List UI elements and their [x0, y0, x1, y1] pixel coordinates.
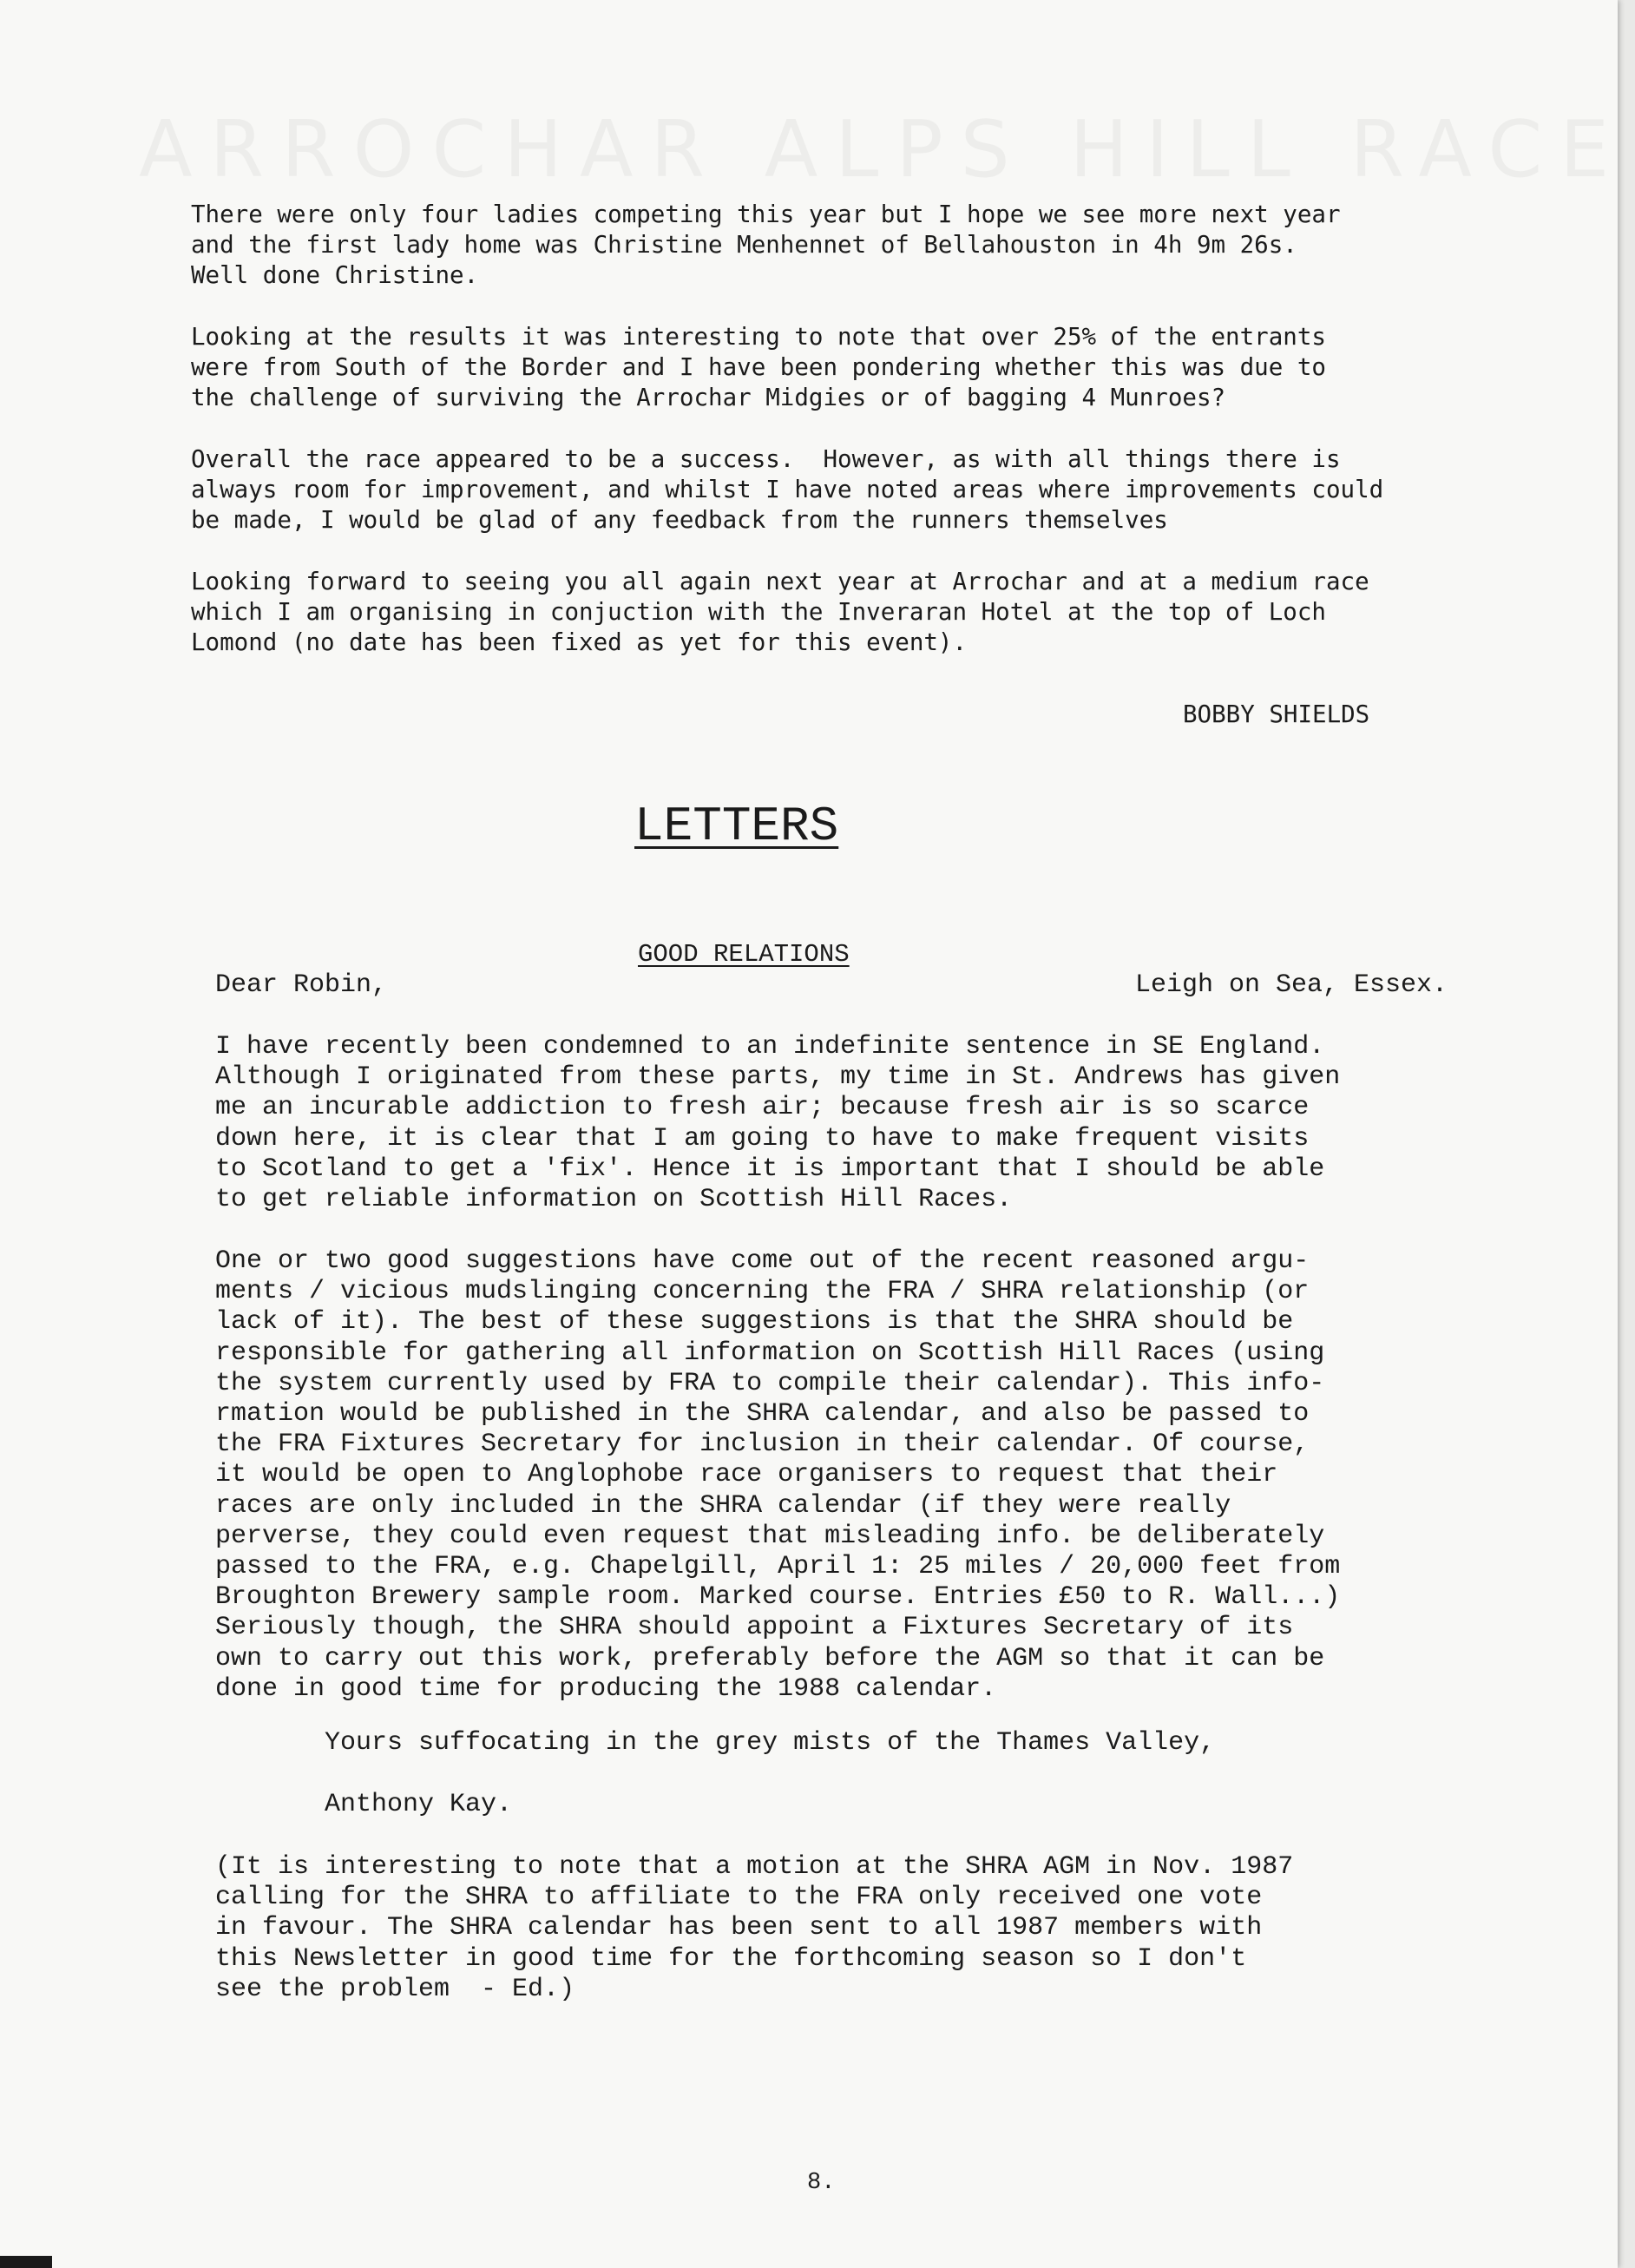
letter-location: Leigh on Sea, Essex.: [1135, 970, 1448, 1000]
page-number: 8.: [807, 2170, 836, 2196]
letter-author: Anthony Kay.: [325, 1790, 513, 1819]
letter-salutation: Dear Robin,: [215, 970, 388, 1000]
letter-closing: Yours suffocating in the grey mists of the Thames Valley,: [325, 1728, 1216, 1758]
report-paragraph-ladies: There were only four ladies competing this year but I hope we see more next year and the first lady home was Christine Menhennet of Bellahouston in 4h 9m 26s. Well done Christine.: [191, 201, 1341, 289]
editor-note: (It is interesting to note that a motion at the SHRA AGM in Nov. 1987 calling for the SHRA to affiliate to the FRA only received one vote in favour. The SHRA calendar has been sent to all 1987 members with this Newsletter in good time for the forthcoming season so I don't see the problem - Ed.): [215, 1852, 1294, 2004]
bleed-through-heading: [139, 104, 1618, 195]
letters-section-title: LETTERS: [634, 799, 839, 854]
report-paragraph-success: Overall the race appeared to be a success. However, as with all things there is always room for improvement, and whilst I have noted areas where improvements could be made, I would be glad of any feedback from the runners themselves: [191, 445, 1384, 534]
report-signature: BOBBY SHIELDS: [1183, 700, 1370, 728]
scan-corner-shadow: [0, 2256, 52, 2268]
report-paragraph-entrants: Looking at the results it was interesting to note that over 25% of the entrants were from South of the Border and I have been pondering whether this was due to the challenge of surviving the Arrochar Midgies or of bagging 4 Munroes?: [191, 323, 1326, 411]
letter-subtitle: GOOD RELATIONS: [638, 940, 850, 969]
letter-paragraph-suggestions: One or two good suggestions have come out of the recent reasoned argu- ments / vicious mudslinging concerning the FRA / SHRA relationship (or lack of it). The best of these suggestions is that the SHRA should be responsible for gathering all information on Scottish Hill Races (using the system currently used by FRA to compile their calendar). This info- rmation would be published in the SHRA calendar, and also be passed to the FRA Fixtures Secretary for inclusion in their calendar. Of course, it would be open to Anglophobe race organisers to request that their races are only included in the SHRA calendar (if they were really perverse, they could even request that misleading info. be deliberately passed to the FRA, e.g. Chapelgill, April 1: 25 miles / 20,000 feet from Broughton Brewery sample room. Marked course. Entries £50 to R. Wall...) Seriously though, the SHRA should appoint a Fixtures Secretary of its own to carry out this work, preferably before the AGM so that it can be done in good time for producing the 1988 calendar.: [215, 1246, 1341, 1704]
letter-paragraph-fresh-air: I have recently been condemned to an indefinite sentence in SE England. Although I originated from these parts, my time in St. Andrews has given me an incurable addiction to fresh air; because fresh air is so scarce down here, it is clear that I am going to have to make frequent visits to Scotland to get a 'fix'. Hence it is important that I should be able to get reliable information on Scottish Hill Races.: [215, 1032, 1341, 1215]
report-paragraph-next-year: Looking forward to seeing you all again next year at Arrochar and at a medium race which I am organising in conjuction with the Inveraran Hotel at the top of Loch Lomond (no date has been fixed as yet for this event).: [191, 568, 1369, 656]
